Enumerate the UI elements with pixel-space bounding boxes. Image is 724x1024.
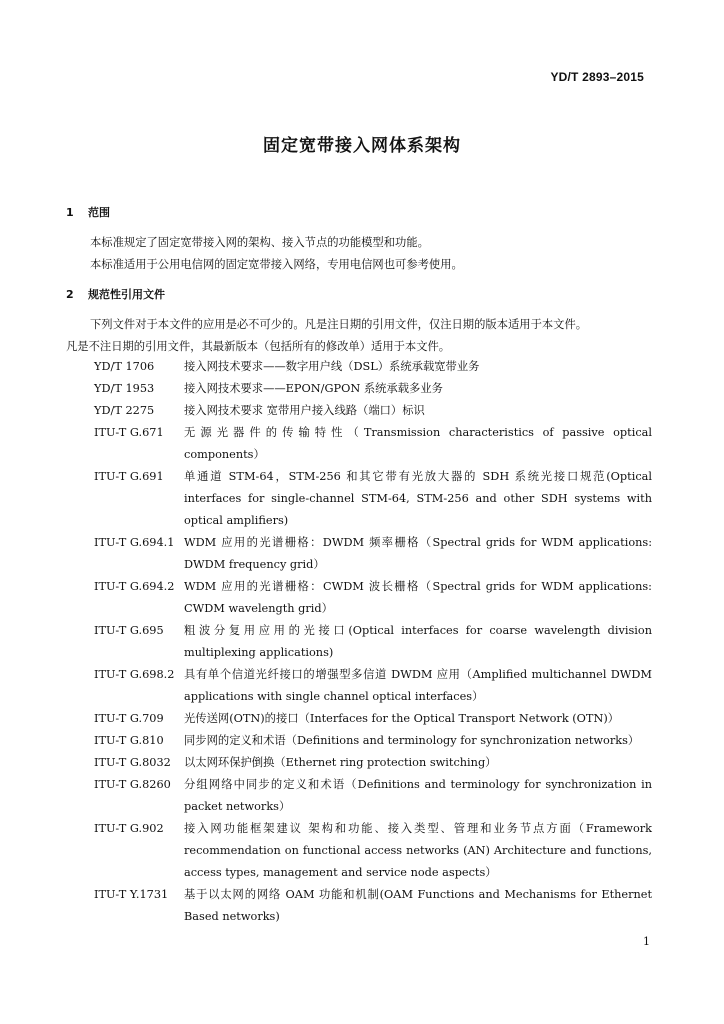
reference-code: YD/T 1953 [94,382,155,395]
reference-item [66,356,658,378]
reference-item [66,884,658,928]
reference-code: ITU-T G.8032 [94,756,171,769]
reference-item [66,620,658,664]
reference-item [66,708,658,730]
reference-code: ITU-T G.810 [94,734,164,747]
scope-paragraph-2: 本标准适用于公用电信网的固定宽带接入网络，专用电信网也可参考使用。 [90,258,463,271]
reference-title: 接入网技术要求——数字用户线（DSL）系统承载宽带业务 [184,360,480,373]
reference-item [66,818,658,884]
reference-code: ITU-T G.694.1 [94,536,175,549]
reference-title: 同步网的定义和术语（Definitions and terminology for synchronization networks） [184,734,640,747]
reference-code: ITU-T G.8260 [94,778,171,791]
section-2-heading [66,286,165,302]
page-number: 1 [643,935,650,948]
reference-title: 分组网络中同步的定义和术语（Definitions and terminology for synchronization in packet networks） [184,778,652,813]
reference-code: YD/T 2275 [94,404,155,417]
reference-item [66,576,658,620]
reference-title: 光传送网(OTN)的接口（Interfaces for the Optical Transport Network (OTN)） [184,712,620,725]
reference-code: ITU-T Y.1731 [94,888,169,901]
reference-title: 无源光器件的传输特性（Transmission characteristics of passive optical components） [184,426,652,461]
reference-code: ITU-T G.902 [94,822,164,835]
reference-item [66,752,658,774]
reference-code: ITU-T G.709 [94,712,164,725]
reference-code: YD/T 1706 [94,360,155,373]
reference-code: ITU-T G.695 [94,624,164,637]
document-title: 固定宽带接入网体系架构 [263,136,461,156]
section-2-number: 2 [66,288,74,301]
reference-item [66,400,658,422]
section-1-title: 范围 [88,206,110,219]
reference-item [66,378,658,400]
intro-line-1: 下列文件对于本文件的应用是必不可少的。凡是注日期的引用文件，仅注日期的版本适用于本文件。 [90,318,588,331]
reference-title: 基于以太网的网络 OAM 功能和机制(OAM Functions and Mechanisms for Ethernet Based networks) [184,888,652,923]
intro-line-2: 凡是不注日期的引用文件，其最新版本（包括所有的修改单）适用于本文件。 [66,340,451,353]
reference-title: 单通道 STM-64，STM-256 和其它带有光放大器的 SDH 系统光接口规范(Optical interfaces for single-channel STM-64, STM-256 and other SDH systems with optical amplifiers) [184,470,652,527]
reference-title: 接入网技术要求——EPON/GPON 系统承载多业务 [184,382,443,395]
reference-title: 以太网环保护倒换（Ethernet ring protection switching） [184,756,497,769]
reference-item [66,664,658,708]
reference-code: ITU-T G.698.2 [94,668,175,681]
reference-title: 具有单个信道光纤接口的增强型多信道 DWDM 应用（Amplified multichannel DWDM applications with single channel optical interfaces） [184,668,652,703]
scope-paragraph-1: 本标准规定了固定宽带接入网的架构、接入节点的功能模型和功能。 [90,236,429,249]
reference-title: WDM 应用的光谱栅格：CWDM 波长栅格（Spectral grids for WDM applications: CWDM wavelength grid） [184,580,652,615]
reference-code: ITU-T G.691 [94,470,164,483]
section-1-number: 1 [66,206,74,219]
reference-list [66,356,658,928]
reference-item [66,466,658,532]
reference-item [66,730,658,752]
reference-title: 粗波分复用应用的光接口(Optical interfaces for coarse wavelength division multiplexing applications) [184,624,652,659]
section-2-intro [66,314,658,358]
reference-title: WDM 应用的光谱栅格：DWDM 频率栅格（Spectral grids for WDM applications: DWDM frequency grid） [184,536,652,571]
reference-code: ITU-T G.671 [94,426,164,439]
reference-title: 接入网功能框架建议 架构和功能、接入类型、管理和业务节点方面（Framework recommendation on functional access networks (AN) Architecture and functions, access types, management and service node aspects） [184,822,652,879]
reference-item [66,774,658,818]
reference-item [66,532,658,576]
section-2-title: 规范性引用文件 [88,288,165,301]
standard-number: YD/T 2893–2015 [550,70,644,84]
reference-title: 接入网技术要求 宽带用户接入线路（端口）标识 [184,404,425,417]
reference-code: ITU-T G.694.2 [94,580,175,593]
section-1-body [66,232,658,276]
section-1-heading [66,204,110,220]
reference-item [66,422,658,466]
